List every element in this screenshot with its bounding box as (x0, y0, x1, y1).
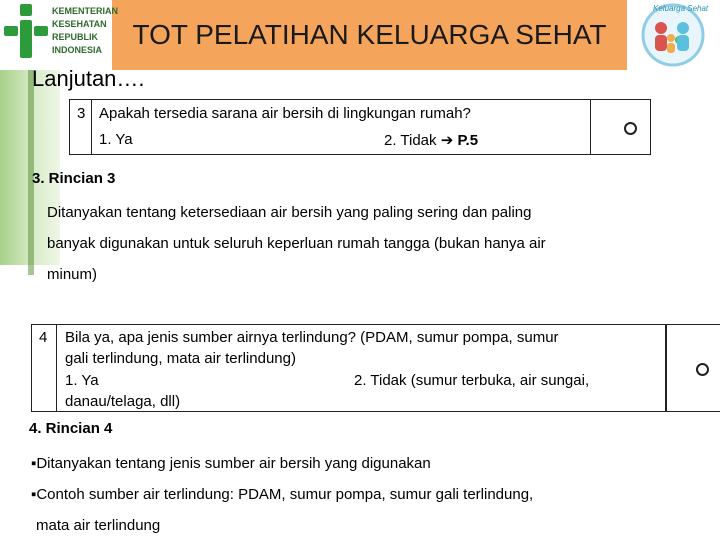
ministry-emblem-icon (2, 2, 52, 68)
question-3-number: 3 (77, 105, 86, 122)
skip-target: P.5 (457, 132, 479, 149)
question-4-line: Bila ya, apa jenis sumber airnya terlindung? (PDAM, sumur pompa, sumur (65, 329, 559, 346)
logo-text-line: REPUBLIK (52, 32, 99, 42)
answer-circle-icon[interactable] (624, 122, 637, 135)
question-3-divider (91, 99, 92, 155)
question-4-divider (56, 324, 57, 412)
rincian-4-bullet: ▪Contoh sumber air terlindung: PDAM, sumur pompa, sumur gali terlindung, (31, 486, 534, 503)
rincian-3-line: Ditanyakan tentang ketersediaan air bersih yang paling sering dan paling (47, 204, 532, 221)
logo-text-line: KESEHATAN (52, 19, 107, 29)
arrow-icon: ➔ (440, 132, 454, 149)
page-title: TOT PELATIHAN KELUARGA SEHAT (132, 19, 607, 50)
logo-text: Keluarga Sehat (653, 4, 709, 13)
rincian-3-line: banyak digunakan untuk seluruh keperluan rumah tangga (bukan hanya air (47, 235, 546, 252)
question-4-number: 4 (39, 329, 48, 346)
rincian-4-bullet: ▪Ditanyakan tentang jenis sumber air bersih yang digunakan (31, 455, 431, 472)
rincian-3-heading: 3. Rincian 3 (32, 170, 116, 187)
rincian-4-bullet-cont: mata air terlindung (36, 517, 161, 534)
question-3-option-2 (384, 131, 478, 149)
keluarga-sehat-logo (627, 0, 720, 70)
question-4-option-2: 2. Tidak (sumur terbuka, air sungai, (354, 372, 590, 389)
question-4-option-2-cont: danau/telaga, dll) (65, 393, 181, 410)
question-4-option-1: 1. Ya (65, 372, 99, 389)
rincian-3-line: minum) (47, 266, 98, 283)
logo-text-line: INDONESIA (52, 45, 103, 55)
logo-text-line: KEMENTERIAN (52, 6, 119, 16)
question-3-answer-divider (590, 99, 591, 155)
option-2-label: 2. Tidak (384, 132, 441, 149)
rincian-4-heading: 4. Rincian 4 (29, 420, 113, 437)
question-3-text: Apakah tersedia sarana air bersih di lingkungan rumah? (99, 105, 471, 122)
answer-circle-icon[interactable] (696, 363, 709, 376)
question-4-line: gali terlindung, mata air terlindung) (65, 350, 296, 367)
ministry-logo (0, 0, 119, 70)
question-4-answer-box (665, 324, 720, 412)
subtitle: Lanjutan…. (32, 66, 145, 91)
question-3-option-1: 1. Ya (99, 131, 133, 148)
